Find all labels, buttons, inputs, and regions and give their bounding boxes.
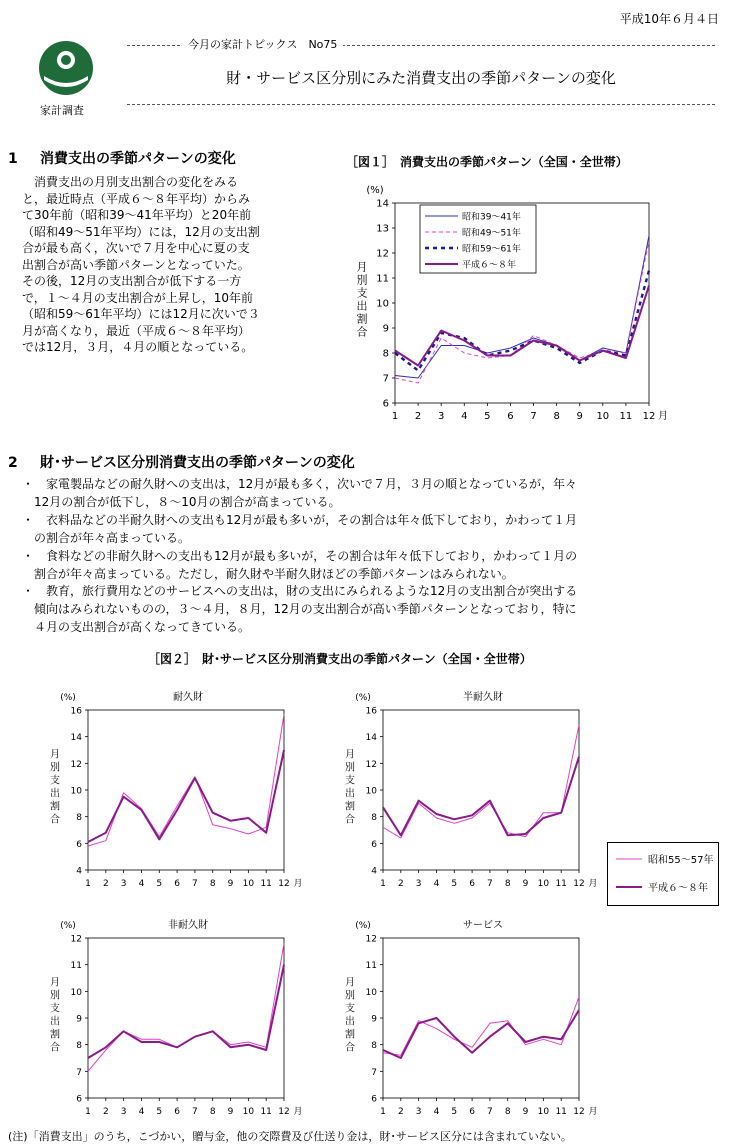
x-tick-label: 9 xyxy=(227,1107,234,1117)
y-tick-label: 10 xyxy=(70,786,82,797)
y-tick-label: 12 xyxy=(365,759,377,770)
y-tick-label: 14 xyxy=(70,733,82,744)
paragraph-line: 出割合が高い季節パターンとなっていた。 xyxy=(22,257,250,272)
bullet-line: 傾向はみられないものの，３～４月，８月，12月の支出割合が高い季節パターンとなっており，特に xyxy=(22,602,577,617)
series-line xyxy=(395,271,649,371)
x-tick-label: 1 xyxy=(85,1107,91,1117)
x-tick-label: 6 xyxy=(174,879,180,889)
y-tick-label: 11 xyxy=(365,961,377,972)
bullet-line: ・ 衣料品などの半耐久財への支出も12月が最も多いが，その割合は年々低下しており，かわって１月 xyxy=(22,512,578,527)
x-tick-label: 12 xyxy=(278,1107,290,1117)
x-tick-label: 7 xyxy=(192,1107,198,1117)
y-axis-label: 月別支出割合 xyxy=(50,749,60,826)
x-tick-label: 2 xyxy=(397,1107,404,1117)
y-tick-label: 14 xyxy=(365,733,377,744)
x-tick-label: 8 xyxy=(504,879,511,889)
y-tick-label: 8 xyxy=(76,813,82,824)
x-tick-label: 9 xyxy=(227,879,234,889)
y-tick-label: 11 xyxy=(70,961,82,972)
paragraph-line: て30年前（昭和39～41年平均）と20年前 xyxy=(22,208,252,222)
bullet-line: ・ 家電製品などの耐久財への支出は，12月が最も多く，次いで７月，３月の順となっているが，年々 xyxy=(22,477,578,491)
topic-label: 今月の家計トピックス No75 xyxy=(182,36,343,52)
y-tick-label: 7 xyxy=(371,1067,377,1078)
y-tick-label: 4 xyxy=(371,866,377,877)
x-unit-label: 月 xyxy=(588,879,598,889)
x-tick-label: 12 xyxy=(642,411,656,422)
x-tick-label: 3 xyxy=(120,879,127,889)
x-tick-label: 5 xyxy=(451,879,458,889)
plot-frame xyxy=(88,938,284,1098)
x-tick-label: 3 xyxy=(415,1107,422,1117)
legend-entry: 昭和39～41年 xyxy=(462,212,521,223)
x-tick-label: 6 xyxy=(507,411,514,422)
paragraph-line: （昭和59～61年平均）には12月に次いで３ xyxy=(22,307,260,321)
series-line xyxy=(383,997,579,1056)
x-tick-label: 8 xyxy=(209,1107,216,1117)
bullet-line: 割合が年々高まっている。ただし，耐久財や半耐久財ほどの季節パターンはみられない。 xyxy=(22,566,514,581)
x-tick-label: 11 xyxy=(260,879,272,889)
y-tick-label: 10 xyxy=(365,987,377,998)
section-1-heading xyxy=(8,148,236,168)
paragraph-line: と，最近時点（平成６～８年平均）からみ xyxy=(22,191,251,206)
y-unit-label: (%) xyxy=(355,693,371,703)
x-tick-label: 2 xyxy=(397,879,404,889)
x-tick-label: 2 xyxy=(102,879,109,889)
y-tick-label: 12 xyxy=(365,934,377,945)
x-tick-label: 6 xyxy=(469,1107,475,1117)
legend-entry: 昭和55～57年 xyxy=(648,855,714,866)
y-tick-label: 12 xyxy=(376,248,389,260)
bullet-line: ・ 食料などの非耐久財への支出も12月が最も多いが，その割合は年々低下しており，かわって１月の xyxy=(22,548,578,563)
y-tick-label: 4 xyxy=(76,866,82,877)
x-tick-label: 9 xyxy=(576,411,583,422)
x-unit-label: 月 xyxy=(293,1107,303,1117)
x-unit-label: 月 xyxy=(588,1107,598,1117)
y-tick-label: 12 xyxy=(70,759,82,770)
x-tick-label: 3 xyxy=(120,1107,127,1117)
y-tick-label: 9 xyxy=(371,1014,377,1025)
y-tick-label: 6 xyxy=(76,1094,82,1105)
x-tick-label: 2 xyxy=(102,1107,109,1117)
y-tick-label: 16 xyxy=(70,706,82,717)
x-tick-label: 7 xyxy=(487,1107,493,1117)
chart-title: サービス xyxy=(463,920,503,931)
semi-durable-goods-chart xyxy=(335,685,605,895)
x-tick-label: 4 xyxy=(138,879,145,889)
y-tick-label: 8 xyxy=(76,1041,82,1052)
x-tick-label: 5 xyxy=(156,879,163,889)
section-1-title: 消費支出の季節パターンの変化 xyxy=(40,151,236,167)
y-tick-label: 9 xyxy=(382,323,389,335)
section-2-heading xyxy=(8,452,355,472)
series-line xyxy=(383,725,579,838)
x-tick-label: 1 xyxy=(380,879,386,889)
bullet-line: ４月の支出割合が高くなってきている。 xyxy=(22,620,251,635)
paragraph-line: で，１～４月の支出割合が上昇し，10年前 xyxy=(22,290,254,305)
figure-2-legend xyxy=(607,842,719,906)
y-tick-label: 9 xyxy=(76,1014,82,1025)
x-tick-label: 7 xyxy=(530,411,537,422)
x-unit-label: 月 xyxy=(293,879,303,889)
section-1-paragraph xyxy=(22,174,324,356)
bullet-line: ・ 教育，旅行費用などのサービスへの支出は，財の支出にみられるような12月の支出割合が突出する xyxy=(22,584,578,599)
figure-2-title: ［図２］ 財･サービス区分別消費支出の季節パターン（全国・全世帯） xyxy=(148,652,532,666)
legend-entry: 昭和59～61年 xyxy=(462,244,521,255)
y-tick-label: 10 xyxy=(376,298,389,310)
non-durable-goods-chart xyxy=(40,913,310,1123)
x-tick-label: 10 xyxy=(596,411,610,422)
x-tick-label: 5 xyxy=(156,1107,163,1117)
section-2-bullets xyxy=(22,476,712,637)
paragraph-line: その後，12月の支出割合が低下する一方 xyxy=(22,274,242,288)
x-tick-label: 10 xyxy=(242,879,255,889)
x-tick-label: 10 xyxy=(242,1107,255,1117)
x-tick-label: 2 xyxy=(414,411,422,422)
y-tick-label: 7 xyxy=(382,373,389,385)
x-tick-label: 6 xyxy=(174,1107,180,1117)
x-tick-label: 1 xyxy=(391,411,399,422)
series-line xyxy=(88,714,284,846)
y-tick-label: 16 xyxy=(365,706,377,717)
y-tick-label: 6 xyxy=(371,839,377,850)
x-tick-label: 8 xyxy=(553,411,560,422)
x-tick-label: 6 xyxy=(469,879,475,889)
series-line xyxy=(88,750,284,842)
paragraph-line: （昭和49～51年平均）には，12月の支出割 xyxy=(22,224,260,239)
plot-frame xyxy=(88,710,284,870)
x-tick-label: 5 xyxy=(484,411,491,422)
y-tick-label: 8 xyxy=(382,348,389,360)
x-tick-label: 1 xyxy=(85,879,91,889)
plot-frame xyxy=(383,938,579,1098)
x-tick-label: 9 xyxy=(522,1107,529,1117)
series-line xyxy=(383,1010,579,1058)
x-tick-label: 12 xyxy=(573,879,585,889)
y-tick-label: 6 xyxy=(382,398,389,410)
x-tick-label: 11 xyxy=(260,1107,272,1117)
x-tick-label: 10 xyxy=(537,1107,550,1117)
logo-label: 家計調査 xyxy=(40,104,84,117)
series-line xyxy=(88,943,284,1071)
x-tick-label: 12 xyxy=(278,879,290,889)
plot-frame xyxy=(383,710,579,870)
x-tick-label: 4 xyxy=(433,879,440,889)
document-date: 平成10年６月４日 xyxy=(619,12,719,26)
y-unit-label: (%) xyxy=(355,921,371,931)
y-unit-label: (%) xyxy=(366,185,384,196)
page-title: 財・サービス区分別にみた消費支出の季節パターンの変化 xyxy=(226,69,616,87)
x-tick-label: 12 xyxy=(573,1107,585,1117)
y-axis-label: 月別支出割合 xyxy=(356,260,368,339)
y-tick-label: 6 xyxy=(76,839,82,850)
y-tick-label: 14 xyxy=(376,198,389,210)
series-line xyxy=(383,757,579,836)
x-tick-label: 3 xyxy=(437,411,445,422)
y-tick-label: 12 xyxy=(70,934,82,945)
x-tick-label: 11 xyxy=(619,411,633,422)
x-tick-label: 1 xyxy=(380,1107,386,1117)
y-axis-label: 月別支出割合 xyxy=(50,977,60,1054)
y-unit-label: (%) xyxy=(60,921,76,931)
x-tick-label: 7 xyxy=(487,879,493,889)
y-tick-label: 10 xyxy=(70,987,82,998)
x-tick-label: 8 xyxy=(504,1107,511,1117)
x-tick-label: 5 xyxy=(451,1107,458,1117)
chart-title: 半耐久財 xyxy=(463,692,503,703)
y-unit-label: (%) xyxy=(60,693,76,703)
x-tick-label: 4 xyxy=(433,1107,440,1117)
x-tick-label: 3 xyxy=(415,879,422,889)
x-tick-label: 8 xyxy=(209,879,216,889)
legend-entry: 平成６～８年 xyxy=(648,883,708,894)
figure-1-title: ［図１］ 消費支出の季節パターン（全国・全世帯） xyxy=(346,155,628,169)
bullet-line: 12月の割合が低下し，８～10月の割合が高まっている。 xyxy=(22,494,341,509)
y-tick-label: 13 xyxy=(376,223,389,235)
x-tick-label: 10 xyxy=(537,879,550,889)
chart-title: 耐久財 xyxy=(173,692,203,703)
paragraph-line: 合が最も高く，次いで７月を中心に夏の支 xyxy=(22,241,250,255)
x-tick-label: 4 xyxy=(138,1107,145,1117)
y-tick-label: 11 xyxy=(376,273,389,285)
y-tick-label: 8 xyxy=(371,1041,377,1052)
legend-entry: 平成６～８年 xyxy=(462,260,517,271)
section-1-number: 1 xyxy=(8,151,18,167)
y-tick-label: 10 xyxy=(365,786,377,797)
footnote: (注)「消費支出」のうち，こづかい，贈与金，他の交際費及び仕送り金は，財･サービス区分には含まれていない。 xyxy=(8,1130,572,1143)
paragraph-line: 月が高くなり，最近（平成６～８年平均） xyxy=(22,323,251,338)
x-tick-label: 11 xyxy=(555,1107,567,1117)
y-tick-label: 6 xyxy=(371,1094,377,1105)
section-2-title: 財･サービス区分別消費支出の季節パターンの変化 xyxy=(40,455,355,471)
statistics-logo-icon xyxy=(38,40,94,96)
x-tick-label: 7 xyxy=(192,879,198,889)
x-tick-label: 11 xyxy=(555,879,567,889)
x-tick-label: 4 xyxy=(461,411,468,422)
durable-goods-chart xyxy=(40,685,310,895)
paragraph-line: 消費支出の月別支出割合の変化をみる xyxy=(22,175,239,189)
legend-entry: 昭和49～51年 xyxy=(462,228,521,239)
y-tick-label: 7 xyxy=(76,1067,82,1078)
paragraph-line: では12月，３月，４月の順となっている。 xyxy=(22,340,254,354)
section-2-number: 2 xyxy=(8,455,18,471)
y-axis-label: 月別支出割合 xyxy=(345,977,355,1054)
services-chart xyxy=(335,913,605,1123)
y-tick-label: 8 xyxy=(371,813,377,824)
y-axis-label: 月別支出割合 xyxy=(345,749,355,826)
x-unit-label: 月 xyxy=(658,411,668,422)
figure-1-chart xyxy=(350,175,710,430)
chart-title: 非耐久財 xyxy=(168,920,208,931)
x-tick-label: 9 xyxy=(522,879,529,889)
bullet-line: の割合が年々高まっている。 xyxy=(22,530,191,545)
